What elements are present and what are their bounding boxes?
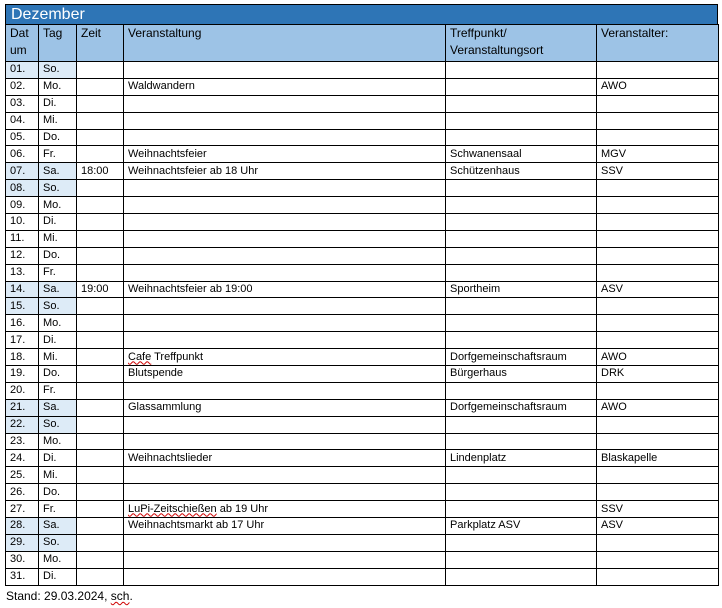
cell-datum: 08. <box>6 180 39 197</box>
cell-zeit <box>77 518 124 535</box>
cell-zeit <box>77 112 124 129</box>
table-row <box>6 551 719 568</box>
cell-ort <box>446 551 597 568</box>
table-row <box>6 129 719 146</box>
cell-datum: 04. <box>6 112 39 129</box>
cell-veranstalter <box>597 62 719 79</box>
cell-ort <box>446 95 597 112</box>
cell-veranstalter <box>597 247 719 264</box>
cell-zeit <box>77 450 124 467</box>
col-header-zeit: Zeit <box>77 25 124 62</box>
cell-datum: 13. <box>6 264 39 281</box>
cell-zeit <box>77 501 124 518</box>
cell-veranstalter <box>597 551 719 568</box>
cell-veranstaltung <box>124 332 446 349</box>
footer-text: Stand: 29.03.2024, sch. <box>6 589 133 603</box>
table-row <box>6 534 719 551</box>
cell-datum: 06. <box>6 146 39 163</box>
cell-tag: Mo. <box>39 551 77 568</box>
table-row <box>6 433 719 450</box>
cell-tag: So. <box>39 534 77 551</box>
cell-veranstalter <box>597 315 719 332</box>
cell-veranstaltung <box>124 315 446 332</box>
table-row <box>6 315 719 332</box>
cell-veranstalter <box>597 467 719 484</box>
cell-ort <box>446 484 597 501</box>
cell-ort <box>446 129 597 146</box>
cell-veranstalter <box>597 214 719 231</box>
table-row <box>6 382 719 399</box>
col-header-tag: Tag <box>39 25 77 62</box>
cell-veranstaltung: Weihnachtsfeier ab 19:00 <box>124 281 446 298</box>
table-row <box>6 180 719 197</box>
cell-datum: 11. <box>6 230 39 247</box>
cell-tag: Di. <box>39 214 77 231</box>
cell-veranstaltung <box>124 247 446 264</box>
col-header-ort: Treffpunkt/ Veranstaltungsort <box>446 25 597 62</box>
cell-datum: 12. <box>6 247 39 264</box>
cell-datum: 05. <box>6 129 39 146</box>
cell-veranstalter: AWO <box>597 78 719 95</box>
cell-ort <box>446 467 597 484</box>
cell-tag: Do. <box>39 484 77 501</box>
cell-veranstaltung <box>124 382 446 399</box>
cell-zeit <box>77 78 124 95</box>
cell-veranstaltung <box>124 230 446 247</box>
table-row <box>6 78 719 95</box>
cell-ort <box>446 180 597 197</box>
table-row <box>6 399 719 416</box>
cell-veranstalter: MGV <box>597 146 719 163</box>
cell-zeit <box>77 332 124 349</box>
cell-datum: 15. <box>6 298 39 315</box>
cell-tag: Sa. <box>39 281 77 298</box>
cell-veranstaltung: Blutspende <box>124 366 446 383</box>
cell-veranstaltung <box>124 95 446 112</box>
cell-veranstaltung: Weihnachtsfeier ab 18 Uhr <box>124 163 446 180</box>
cell-veranstalter <box>597 484 719 501</box>
cell-ort: Dorfgemeinschaftsraum <box>446 349 597 366</box>
cell-veranstalter: AWO <box>597 399 719 416</box>
table-row <box>6 416 719 433</box>
footer-status <box>6 589 133 603</box>
cell-datum: 20. <box>6 382 39 399</box>
cell-veranstaltung <box>124 551 446 568</box>
table-row <box>6 230 719 247</box>
cell-datum: 09. <box>6 197 39 214</box>
cell-zeit <box>77 214 124 231</box>
table-row <box>6 146 719 163</box>
cell-tag: Di. <box>39 332 77 349</box>
cell-datum: 28. <box>6 518 39 535</box>
cell-zeit <box>77 568 124 585</box>
cell-zeit <box>77 62 124 79</box>
cell-ort <box>446 568 597 585</box>
cell-zeit: 19:00 <box>77 281 124 298</box>
cell-tag: Sa. <box>39 163 77 180</box>
cell-tag: Fr. <box>39 382 77 399</box>
cell-zeit <box>77 433 124 450</box>
cell-tag: So. <box>39 298 77 315</box>
cell-ort <box>446 416 597 433</box>
cell-veranstalter <box>597 112 719 129</box>
cell-veranstaltung <box>124 264 446 281</box>
cell-veranstalter: SSV <box>597 163 719 180</box>
cell-veranstaltung: LuPi-Zeitschießen ab 19 Uhr <box>124 501 446 518</box>
cell-tag: Mi. <box>39 467 77 484</box>
cell-datum: 02. <box>6 78 39 95</box>
cell-zeit <box>77 366 124 383</box>
cell-tag: So. <box>39 62 77 79</box>
cell-tag: Sa. <box>39 518 77 535</box>
cell-ort: Sportheim <box>446 281 597 298</box>
cell-datum: 27. <box>6 501 39 518</box>
table-row <box>6 197 719 214</box>
cell-veranstaltung: Cafe Treffpunkt <box>124 349 446 366</box>
cell-ort <box>446 501 597 518</box>
month-title: Dezember <box>5 4 718 24</box>
table-row <box>6 112 719 129</box>
cell-tag: Fr. <box>39 264 77 281</box>
cell-tag: Di. <box>39 95 77 112</box>
cell-zeit <box>77 95 124 112</box>
cell-veranstalter: Blaskapelle <box>597 450 719 467</box>
cell-veranstalter: AWO <box>597 349 719 366</box>
cell-veranstaltung <box>124 484 446 501</box>
cell-veranstalter <box>597 433 719 450</box>
cell-veranstaltung <box>124 298 446 315</box>
cell-tag: Do. <box>39 366 77 383</box>
col-header-datum: Dat um <box>6 25 39 62</box>
table-row <box>6 163 719 180</box>
cell-zeit <box>77 298 124 315</box>
col-header-veranstaltung: Veranstaltung <box>124 25 446 62</box>
cell-zeit <box>77 264 124 281</box>
cell-veranstalter <box>597 332 719 349</box>
cell-datum: 26. <box>6 484 39 501</box>
table-row <box>6 95 719 112</box>
cell-tag: Mo. <box>39 78 77 95</box>
cell-ort <box>446 247 597 264</box>
cell-ort <box>446 214 597 231</box>
cell-ort <box>446 534 597 551</box>
cell-veranstalter: SSV <box>597 501 719 518</box>
cell-veranstalter <box>597 129 719 146</box>
cell-ort <box>446 332 597 349</box>
cell-veranstaltung <box>124 62 446 79</box>
cell-ort: Lindenplatz <box>446 450 597 467</box>
events-table <box>5 24 719 586</box>
table-row <box>6 332 719 349</box>
cell-tag: Fr. <box>39 146 77 163</box>
cell-veranstalter <box>597 180 719 197</box>
cell-ort <box>446 298 597 315</box>
table-row <box>6 281 719 298</box>
cell-veranstaltung: Weihnachtsmarkt ab 17 Uhr <box>124 518 446 535</box>
cell-zeit <box>77 146 124 163</box>
cell-datum: 31. <box>6 568 39 585</box>
cell-ort <box>446 230 597 247</box>
cell-datum: 16. <box>6 315 39 332</box>
cell-veranstaltung <box>124 534 446 551</box>
table-row <box>6 214 719 231</box>
cell-zeit <box>77 180 124 197</box>
cell-veranstaltung <box>124 112 446 129</box>
cell-datum: 03. <box>6 95 39 112</box>
cell-zeit <box>77 484 124 501</box>
cell-veranstaltung <box>124 467 446 484</box>
cell-zeit <box>77 382 124 399</box>
cell-veranstalter <box>597 382 719 399</box>
calendar-table-wrapper <box>5 4 718 586</box>
cell-ort: Schützenhaus <box>446 163 597 180</box>
cell-veranstaltung <box>124 180 446 197</box>
cell-veranstaltung <box>124 433 446 450</box>
cell-datum: 25. <box>6 467 39 484</box>
cell-veranstalter: ASV <box>597 281 719 298</box>
cell-tag: Fr. <box>39 501 77 518</box>
cell-veranstaltung: Weihnachtslieder <box>124 450 446 467</box>
cell-datum: 19. <box>6 366 39 383</box>
cell-ort <box>446 197 597 214</box>
table-row <box>6 366 719 383</box>
cell-datum: 07. <box>6 163 39 180</box>
cell-veranstalter <box>597 264 719 281</box>
cell-veranstalter: ASV <box>597 518 719 535</box>
table-row <box>6 484 719 501</box>
cell-zeit <box>77 416 124 433</box>
table-row <box>6 568 719 585</box>
cell-tag: Mi. <box>39 349 77 366</box>
cell-datum: 21. <box>6 399 39 416</box>
cell-zeit <box>77 247 124 264</box>
cell-datum: 24. <box>6 450 39 467</box>
cell-veranstaltung <box>124 214 446 231</box>
cell-ort: Schwanensaal <box>446 146 597 163</box>
cell-tag: Mo. <box>39 433 77 450</box>
cell-zeit <box>77 315 124 332</box>
table-row <box>6 349 719 366</box>
cell-veranstaltung <box>124 129 446 146</box>
cell-tag: Sa. <box>39 399 77 416</box>
cell-ort: Dorfgemeinschaftsraum <box>446 399 597 416</box>
cell-veranstaltung: Waldwandern <box>124 78 446 95</box>
cell-zeit: 18:00 <box>77 163 124 180</box>
cell-tag: Di. <box>39 450 77 467</box>
cell-datum: 30. <box>6 551 39 568</box>
table-row <box>6 467 719 484</box>
cell-veranstalter <box>597 298 719 315</box>
cell-zeit <box>77 467 124 484</box>
cell-zeit <box>77 349 124 366</box>
cell-tag: So. <box>39 416 77 433</box>
cell-tag: Mo. <box>39 315 77 332</box>
cell-datum: 17. <box>6 332 39 349</box>
cell-zeit <box>77 197 124 214</box>
cell-veranstalter <box>597 230 719 247</box>
cell-tag: Do. <box>39 129 77 146</box>
cell-veranstalter: DRK <box>597 366 719 383</box>
table-row <box>6 62 719 79</box>
cell-veranstaltung: Weihnachtsfeier <box>124 146 446 163</box>
cell-veranstaltung <box>124 416 446 433</box>
cell-veranstalter <box>597 416 719 433</box>
cell-ort <box>446 382 597 399</box>
table-row <box>6 298 719 315</box>
cell-tag: Do. <box>39 247 77 264</box>
cell-ort <box>446 112 597 129</box>
table-row <box>6 264 719 281</box>
table-row <box>6 450 719 467</box>
cell-ort <box>446 264 597 281</box>
cell-zeit <box>77 230 124 247</box>
cell-ort <box>446 78 597 95</box>
cell-ort: Bürgerhaus <box>446 366 597 383</box>
cell-datum: 23. <box>6 433 39 450</box>
table-row <box>6 518 719 535</box>
cell-veranstalter <box>597 197 719 214</box>
cell-ort <box>446 62 597 79</box>
cell-veranstaltung <box>124 568 446 585</box>
table-row <box>6 247 719 264</box>
cell-datum: 01. <box>6 62 39 79</box>
cell-veranstaltung <box>124 197 446 214</box>
cell-tag: Mo. <box>39 197 77 214</box>
cell-tag: Mi. <box>39 112 77 129</box>
table-row <box>6 501 719 518</box>
cell-zeit <box>77 551 124 568</box>
cell-zeit <box>77 534 124 551</box>
cell-ort: Parkplatz ASV <box>446 518 597 535</box>
cell-datum: 18. <box>6 349 39 366</box>
cell-datum: 29. <box>6 534 39 551</box>
cell-veranstalter <box>597 534 719 551</box>
col-header-veranstalter: Veranstalter: <box>597 25 719 62</box>
cell-tag: Di. <box>39 568 77 585</box>
header-row <box>6 25 719 62</box>
cell-zeit <box>77 399 124 416</box>
cell-tag: So. <box>39 180 77 197</box>
cell-ort <box>446 433 597 450</box>
cell-veranstaltung: Glassammlung <box>124 399 446 416</box>
cell-veranstalter <box>597 95 719 112</box>
table-body <box>6 62 719 586</box>
cell-datum: 10. <box>6 214 39 231</box>
cell-ort <box>446 315 597 332</box>
cell-datum: 14. <box>6 281 39 298</box>
cell-tag: Mi. <box>39 230 77 247</box>
cell-datum: 22. <box>6 416 39 433</box>
cell-veranstalter <box>597 568 719 585</box>
cell-zeit <box>77 129 124 146</box>
